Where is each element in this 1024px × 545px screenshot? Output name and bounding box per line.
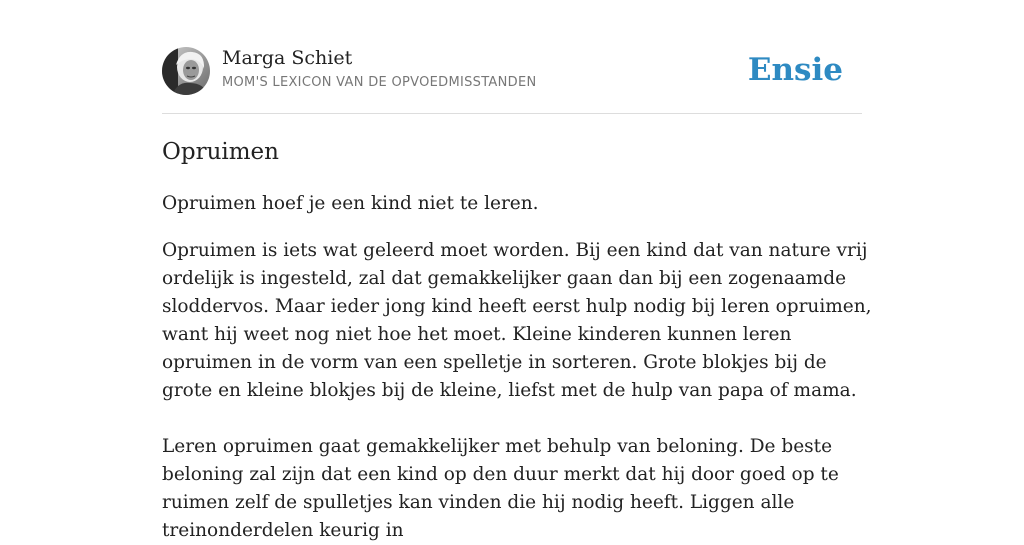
article-lead: Opruimen hoef je een kind niet te leren. — [162, 193, 539, 214]
author-name[interactable]: Marga Schiet — [222, 47, 353, 69]
article-paragraph-2: Leren opruimen gaat gemakkelijker met behulp van beloning. De beste beloning zal zijn dat een kind op den duur merkt dat hij door goed op te ruimen zelf de spulletjes kan vinden die hij nodig heeft. Liggen alle treinonderdelen keurig in — [162, 436, 839, 541]
article-paragraph-1: Opruimen is iets wat geleerd moet worden. Bij een kind dat van nature vrij ordelijk is ingesteld, zal dat gemakkelijker gaan dan bij een zogenaamde sloddervos. Maar ieder jong kind heeft eerst hulp nodig bij leren opruimen, want hij weet nog niet hoe het moet. Kleine kinderen kunnen leren opruimen in de vorm van een spelletje in sorteren. Grote blokjes bij de grote en kleine blokjes bij de kleine, liefst met de hulp van papa of mama. — [162, 240, 872, 401]
author-avatar[interactable] — [162, 47, 210, 95]
collection-name[interactable]: MOM'S LEXICON VAN DE OPVOEDMISSTANDEN — [222, 75, 537, 90]
article-body — [162, 190, 872, 545]
page-title: Opruimen — [162, 139, 279, 165]
header — [162, 46, 862, 114]
author-avatar-photo — [162, 47, 210, 95]
ensie-logo[interactable]: Ensie — [747, 52, 843, 88]
